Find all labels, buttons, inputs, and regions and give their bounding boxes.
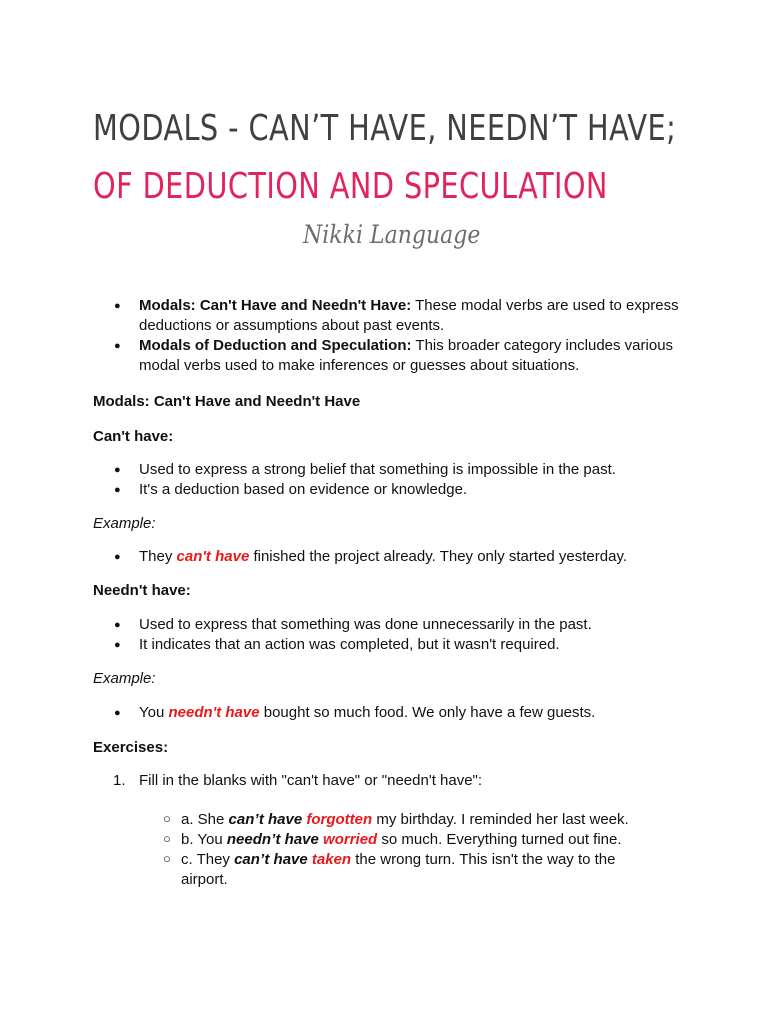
exercise-instruction [93,771,759,791]
list-item [93,336,713,376]
example-before: They [139,548,177,565]
exercise-item [93,810,653,830]
cant-have-points [93,460,713,500]
neednt-have-example [93,703,713,723]
section-heading: Modals: Can't Have and Needn't Have [93,393,361,410]
title-line-1: MODALS - CAN’T HAVE, NEEDN’T HAVE; [93,108,677,149]
example-after: finished the project already. They only started yesterday. [249,548,627,565]
item-modal: can’t have [228,811,303,828]
item-prefix: a. She [181,811,229,828]
example-before: You [139,704,169,721]
item-verb: taken [311,851,352,868]
example-label: Example: [93,515,156,532]
list-item: ● It indicates that an action was completed, but it wasn't required. [93,635,713,655]
neednt-have-points [93,615,713,655]
item-prefix: b. You [181,831,227,848]
exercise-number: 1. [113,772,126,789]
title-line-2: OF DEDUCTION AND SPECULATION [93,166,608,207]
exercise-items [93,810,653,890]
example-sentence [93,547,713,567]
exercise-item [93,830,653,850]
list-item: ● Used to express a strong belief that something is impossible in the past. [93,460,713,480]
intro-text: This broader category includes various modal verbs used to make inferences or guesses about situations. [139,337,674,374]
example-modal: can't have [176,548,250,565]
cant-have-example [93,547,713,567]
list-item: ● It's a deduction based on evidence or knowledge. [93,480,713,500]
item-verb: forgotten [306,811,373,828]
author-signature: Nikki Language [303,220,481,249]
exercises-heading: Exercises: [93,739,169,756]
example-label: Example: [93,670,156,687]
item-modal: can’t have [234,851,308,868]
instruction-text: Fill in the blanks with "can't have" or "needn't have": [139,772,483,789]
neednt-have-heading: Needn't have: [93,582,191,599]
intro-list [93,296,713,376]
intro-term: Modals of Deduction and Speculation: [139,337,412,354]
example-sentence [93,703,713,723]
exercise-item [93,850,653,890]
item-rest: so much. Everything turned out fine. [377,831,622,848]
list-item [93,296,713,336]
item-prefix: c. They [181,851,235,868]
item-rest: my birthday. I reminded her last week. [372,811,629,828]
item-modal: needn’t have [226,831,319,848]
item-verb: worried [323,831,378,848]
list-item: ● Used to express that something was done unnecessarily in the past. [93,615,713,635]
example-after: bought so much food. We only have a few guests. [259,704,596,721]
document-page [93,0,733,888]
item-rest: the wrong turn. This isn't the way to the airport. [181,851,616,888]
intro-term: Modals: Can't Have and Needn't Have: [139,297,412,314]
intro-text: These modal verbs are used to express deductions or assumptions about past events. [139,297,679,334]
example-modal: needn't have [168,704,260,721]
cant-have-heading: Can't have: [93,428,174,445]
